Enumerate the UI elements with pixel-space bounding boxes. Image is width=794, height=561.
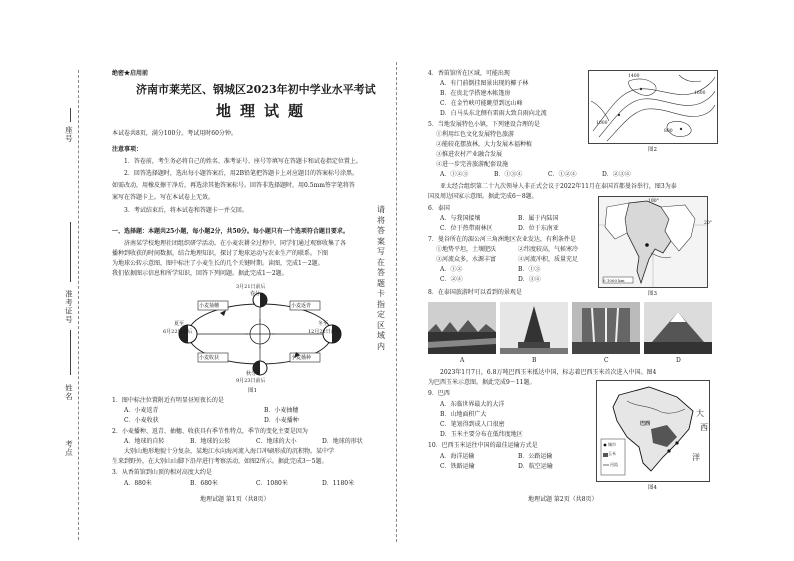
q3-option-b: B．680米 [190,480,218,487]
fig4-legend-corn: 玉米 [608,451,616,456]
q4-option-a: A．有门前倒挂图景出现的椰子林 [440,80,529,87]
q5-context-1: 亚太经合组织第二十九次领导人非正式会议于2022年11月在泰国首都曼谷举行，图3为泰 [440,183,677,190]
q5-option-d: D．②③④ [602,171,631,178]
q7-item-4: ④河流冲积，质量充足 [518,256,579,263]
q6-option-c: C．位于热带雨林区 [440,225,493,232]
q2-context-1: 大别山地形地貌十分复杂，某地江水向海河流入海口冲刷形成的沉积物。某中学 [124,448,335,455]
fig1-right-date: 12月22日前后 [308,329,341,335]
q7-option-c: C．②④ [440,276,463,283]
fig1-label-c: 小麦收获 [199,355,220,361]
q10-option-d: D．航空运输 [518,463,553,470]
note-2b: 如需改动，用橡皮擦干净后，再选涂其他答案标号。回答非选择题时，用0.5mm签字笔将答 [112,182,355,189]
fig1-bottom-season: 秋分 [246,371,257,377]
q9-stem: 9．巴西 [428,390,450,397]
fig1-bottom-date: 9月23日前后 [236,378,266,384]
q5-option-c: C．①②④ [548,171,577,178]
q2-option-b: B．地球的公转 [190,438,231,445]
q9-option-b: B．山地面积广大 [440,411,487,418]
q5-item-3: ③推进农村产业融合发展 [436,151,503,158]
fig1-caption: 图1 [248,388,257,394]
q9-option-a: A．东临世界最大的大洋 [440,401,505,408]
fig2-caption: 图2 [648,147,657,153]
q6-option-b: B．属于内陆国 [518,215,559,222]
q2-option-a: A．地球的自转 [124,438,165,445]
fig1-left-season: 夏至 [174,321,185,327]
q7-item-1: ①地势平坦，土壤肥沃 [436,246,497,253]
figure-2-contour-map [588,70,718,144]
fig3-lat: 20° [704,221,712,226]
q10-option-c: C．铁路运输 [440,463,475,470]
fig4-ocean-2: 西 [700,423,708,432]
q1-option-b: B．小麦抽穗 [264,407,299,414]
fig3-caption: 图3 [648,291,657,297]
figure-3-thailand-map [598,196,708,288]
q2-context-2: 生来到野外，在大别山山脚下沿岸进行考察活动，如图2所示。据此完成3～5题。 [112,458,328,465]
q8-photo-b [500,302,568,354]
q10-option-b: B．公路运输 [518,453,553,460]
q8-context-2: 为巴西玉米示意图。据此完成9～11题。 [428,379,536,386]
note-3: 3．考试结束后，将本试卷和答题卡一并交回。 [124,207,248,214]
q10-stem: 10．巴西玉米运往中国的最佳运输方式是 [428,442,538,449]
q5-item-2: ②能较花摆放林，大力发展木福种植 [436,141,533,148]
fig1-top-date: 3月21日前后 [236,284,266,290]
q3-stem: 3．从香笛馆到山顶的相对高度大约是 [112,469,212,476]
q3-option-d: D．1180米 [322,480,355,487]
center-notice: 请将答案写在答题卡指定区域内 [377,205,385,351]
q6-stem: 6．泰国 [428,205,450,212]
note-2c: 案写在答题卡上。写在本试卷上无效。 [112,194,215,201]
q1-option-a: A．小麦返青 [124,407,159,414]
earth-spring-shade [260,293,267,307]
fig2-contour-1400: 1400 [628,74,640,79]
q5-item-4: ④进一步完善旅游配套设施 [436,161,509,168]
name-label: 姓名 [64,384,74,401]
footer-page-1: 地理试题 第1页（共8页） [200,496,270,503]
q9-option-d: D．玉米主要分布在低纬度地区 [440,431,523,438]
room-label: 考点 [64,440,74,457]
fig4-caption: 图4 [648,485,657,491]
q7-option-d: D．③④ [518,276,541,283]
binding-line-center [396,62,397,542]
q2-option-d: D．地球的形状 [322,438,363,445]
city-icon [667,449,670,452]
fig1-top-season: 春分 [250,291,261,297]
fig1-left-date: 6月22日前后 [163,329,193,335]
contour-lines [591,75,715,141]
q10-option-a: A．海洋运输 [440,453,475,460]
fig4-country: 巴西 [640,421,651,427]
q7-option-a: A．①② [440,266,463,273]
q7-option-b: B．①③ [518,266,541,273]
footer-page-2: 地理试题 第2页（共8页） [528,496,598,503]
q3-option-a: A．880米 [124,480,152,487]
subject-title: 地理试题 [216,102,313,120]
part1-context-4: 我们依据图示信息和所学知识，回答下列问题。据此完成1～2题。 [112,270,288,277]
part1-context-2: 播种到收获的时间数据，结合地理知识，探讨了地球运动与农业生产的联系。下图 [112,250,329,257]
q8-photo-c [572,302,640,354]
notes-heading: 注意事项： [112,146,143,153]
q5-option-a: A．①②③ [440,171,469,178]
q2-stem: 2．小麦播种、返青、抽穗、收获具有季节性特点，季节的变化主要是因为 [112,428,308,435]
fig2-contour-1000: 1000 [596,121,608,126]
q5-stem: 5．当地发展特色小镇，下列建设合理的是 [428,121,540,128]
note-1: 1．答卷前，考生务必将自己的姓名、准考证号、座号等填写在答题卡和试卷指定位置上。 [124,158,362,165]
q8-option-c: C [604,357,609,364]
q7-item-2: ②纬度较高，气候寒冷 [518,246,579,253]
part1-context-1: 济南某学校地理社团组织研学活动。在小麦农耕全过程中，同学们通过观察收集了各 [124,240,347,247]
q7-item-3: ③河流众多，水源丰富 [436,256,497,263]
q4-option-b: B．在贵北学搭建木帐篷房 [440,90,511,97]
q3-option-c: C．1080米 [256,480,288,487]
fig1-right-season: 冬至 [318,321,329,327]
fig4-ocean-3: 洋 [692,453,700,462]
id-label: 准考证号 [64,290,74,324]
exam-title: 济南市莱芜区、钢城区2023年初中学业水平考试 [136,83,376,96]
orbit-arrow-icon [220,310,226,316]
q6-option-a: A．与我国接壤 [440,215,481,222]
part1-context-3: 为地球公转示意图，图中标注了小麦生长的几个关键时期。读图，完成1～2题。 [112,260,324,267]
q7-stem: 7．曼谷所在的湄公河三角洲地区农业发达，有利条件是 [428,236,576,243]
fig1-label-d: 小麦播种 [291,355,312,361]
q4-stem: 4．香笛馆所在区域，可能出现 [428,70,510,77]
fig2-contour-1600: 1600 [694,91,706,96]
fig4-legend-city: 城市 [608,442,616,447]
q5-item-1: ①利用红色文化发展特色旅游 [436,131,515,138]
fig4-ocean-1: 大 [696,409,704,418]
binding-line-left [78,70,79,540]
q8-option-b: B [532,357,537,364]
q8-option-d: D [676,357,681,364]
id-line [70,222,72,282]
q1-option-d: D．小麦播种 [264,417,299,424]
q5-option-b: B．①③④ [494,171,523,178]
q8-photo-a [428,302,496,354]
q6-option-d: D．位于东南亚 [518,225,559,232]
q9-option-c: C．笔划得到成人口很密 [440,421,505,428]
q1-option-c: C．小麦收获 [124,417,159,424]
q8-option-a: A [460,357,465,364]
figure-1-orbit [160,282,360,392]
fig1-label-b: 小麦返青 [291,303,312,309]
note-2a: 2．回答选择题时，选出每小题答案后，用2B铅笔把答题卡上对应题目的答案标号涂黑。 [124,170,359,177]
bangkok-icon [645,243,649,247]
fig3-scale: 0 1000 km [603,278,625,283]
city-icon-2 [675,441,678,444]
q4-option-c: C．在金竹峡可能眺望到远山峰 [440,100,523,107]
part1-heading: 一、选择题：本题共25小题，每小题2分，共50分。每小题只有一个选项符合题目要求。 [112,228,349,235]
fig2-contour-800: 800 [664,129,673,134]
seat-line [70,108,72,122]
name-line [70,330,72,375]
q8-context-1: 2023年1月7日，6.8万吨巴西玉米抵达中国，标志着巴西玉米首次进入中国。图4 [440,369,657,376]
q1-stem: 1．图中标注位置附近有明显昼短夜长的是 [112,397,224,404]
secret-mark: 绝密★启用前 [112,70,149,77]
q4-option-d: D．白马头东北侧有雷雨大致自雨向北流 [440,110,547,117]
q8-stem: 8．在泰国旅游时可以看到的景观是 [428,289,522,296]
seat-label: 座号 [64,126,74,143]
fig4-legend-river: 河流 [610,462,618,467]
q2-option-c: C．地球的大小 [256,438,297,445]
fig1-label-a: 小麦抽穗 [199,303,220,309]
q8-photo-d [644,302,712,354]
q5-context-2: 国及周边国家示意图。据此完成6～8题。 [428,193,538,200]
exam-intro: 本试卷共8页，满分100分。考试用时60分钟。 [112,130,237,137]
fig3-lon: 100° [648,199,659,204]
